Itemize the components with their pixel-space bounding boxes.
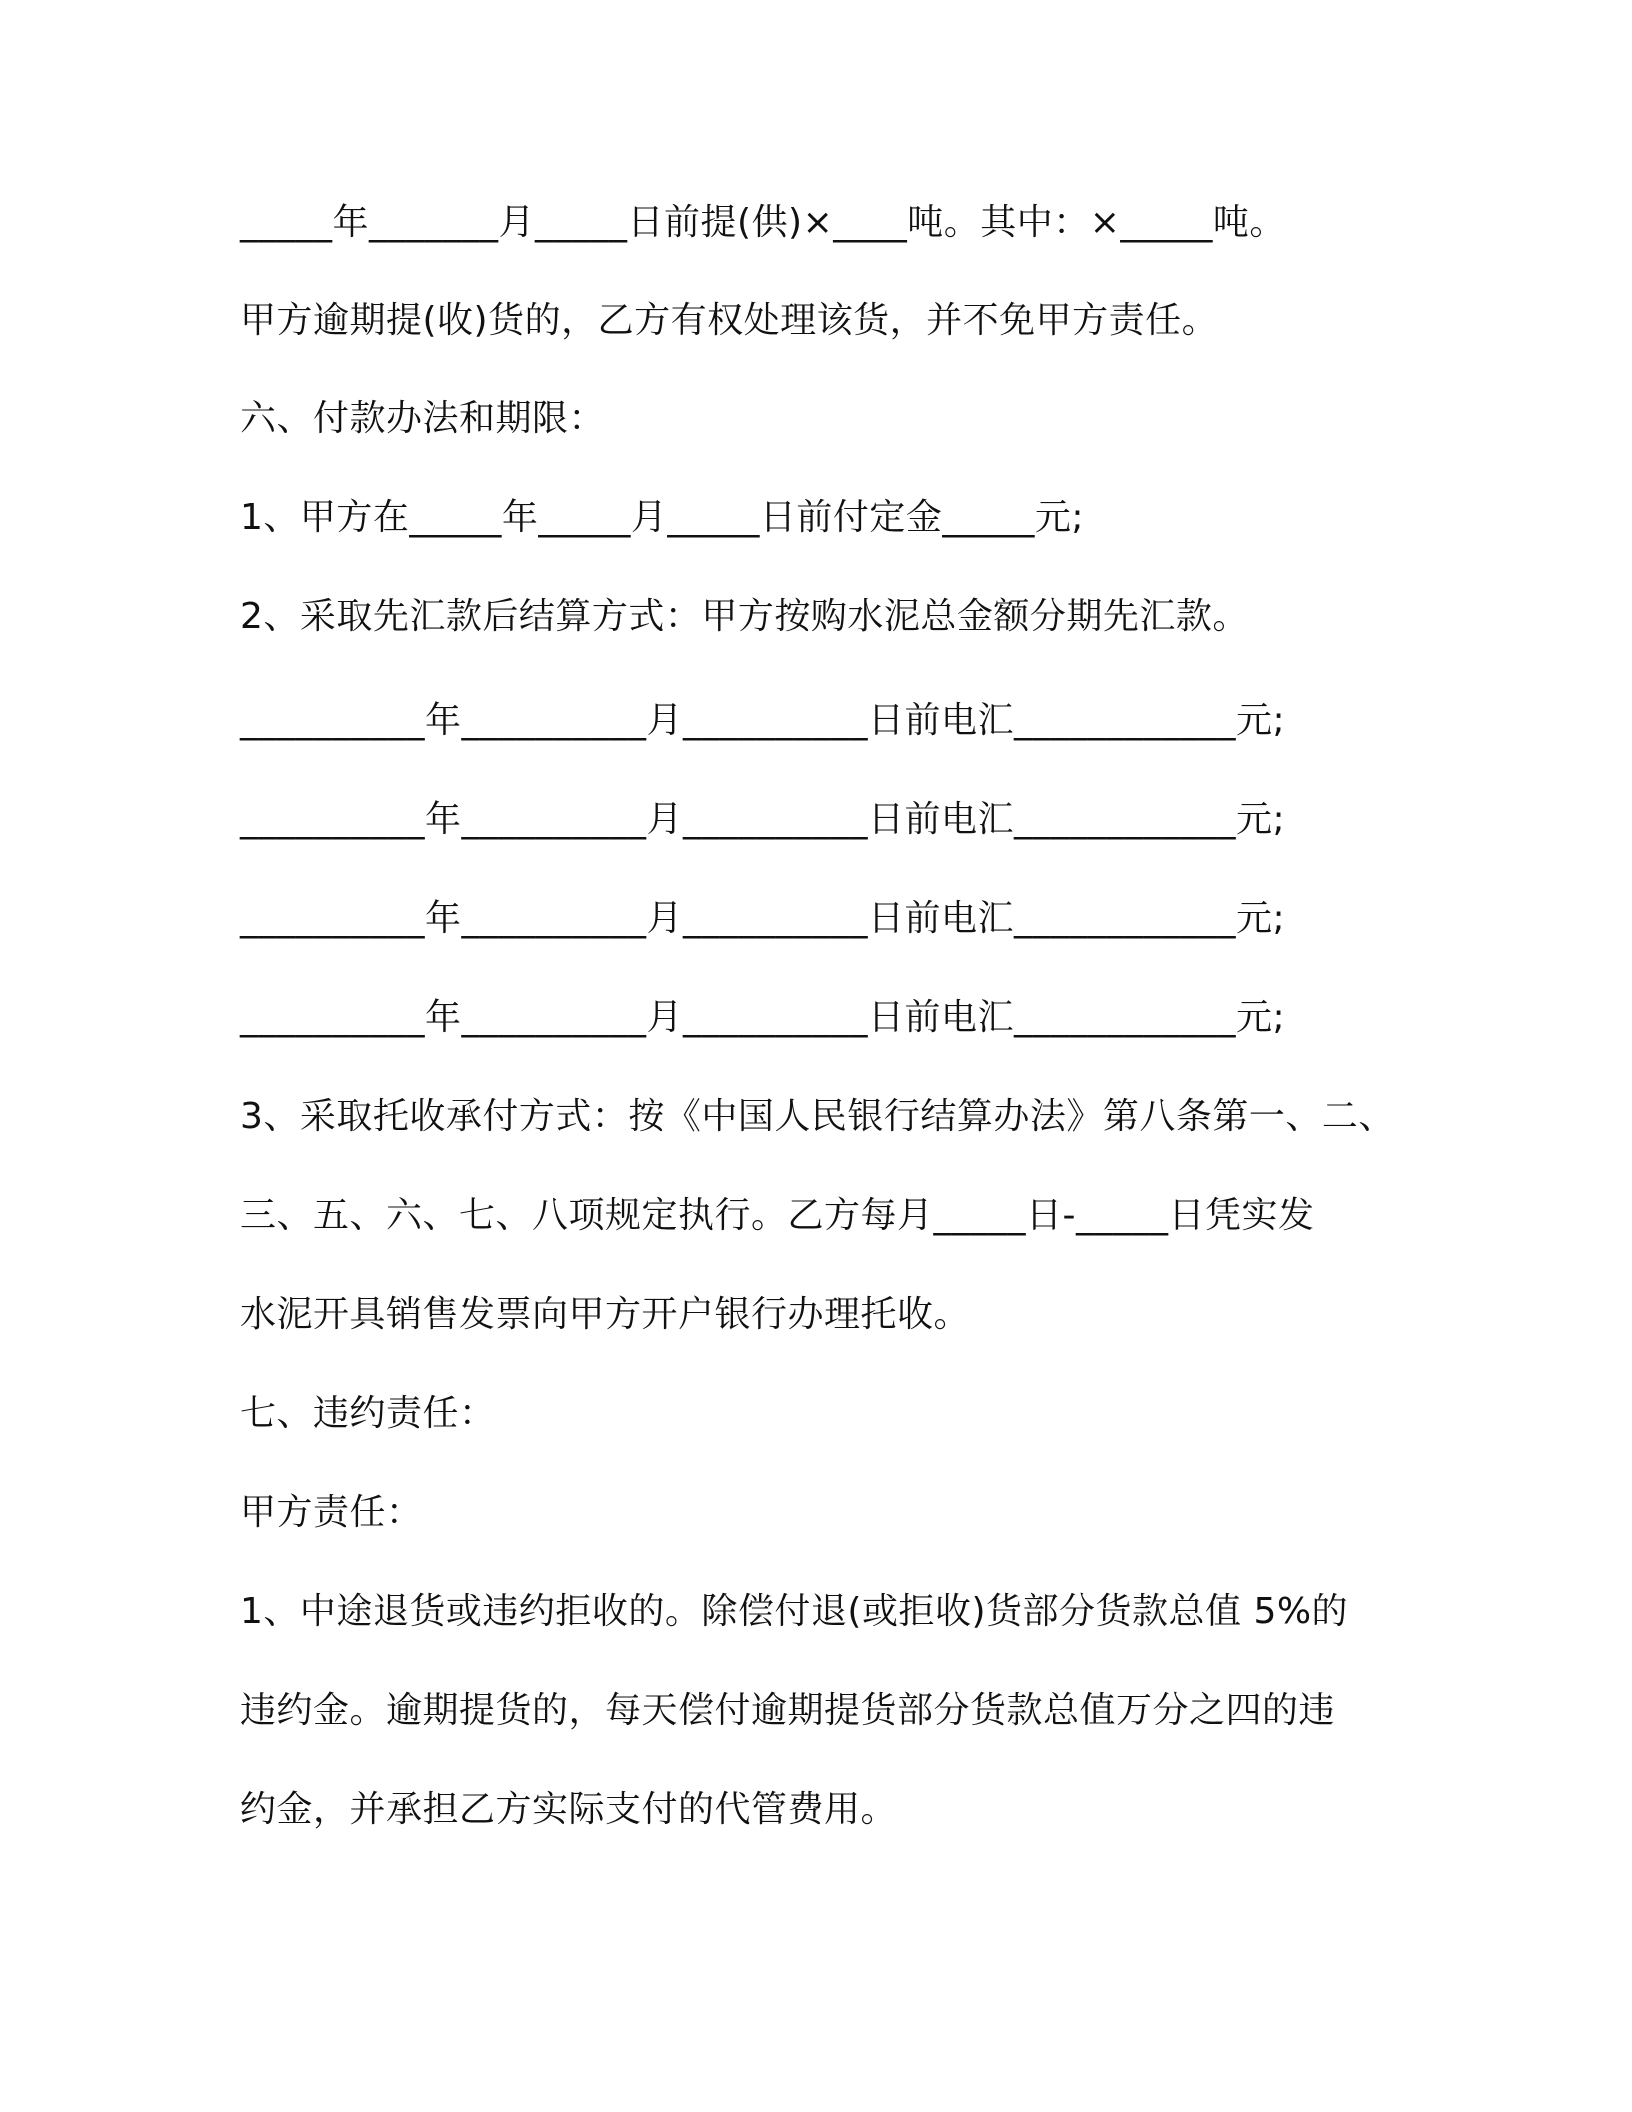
late-pickup-clause: 甲方逾期提(收)货的，乙方有权处理该货，并不免甲方责任。 bbox=[240, 300, 1219, 341]
party-a-responsibility-heading: 甲方责任： bbox=[240, 1492, 423, 1533]
delivery-schedule-line: _____年_______月_____日前提(供)×____吨。其中：×_____吨。 bbox=[240, 202, 1286, 243]
wire-transfer-line-3: __________年__________月__________日前电汇____________元; bbox=[240, 898, 1286, 939]
section-six-heading: 六、付款办法和期限： bbox=[240, 398, 606, 439]
wire-transfer-line-4: __________年__________月__________日前电汇____________元; bbox=[240, 997, 1286, 1038]
penalty-clause-line-3: 约金，并承担乙方实际支付的代管费用。 bbox=[240, 1789, 898, 1830]
collection-clause-line-3: 水泥开具销售发票向甲方开户银行办理托收。 bbox=[240, 1294, 971, 1335]
wire-transfer-line-1: __________年__________月__________日前电汇____________元; bbox=[240, 700, 1286, 741]
prepayment-clause: 2、采取先汇款后结算方式：甲方按购水泥总金额分期先汇款。 bbox=[240, 596, 1249, 637]
penalty-clause-line-1: 1、中途退货或违约拒收的。除偿付退(或拒收)货部分货款总值 5%的 bbox=[240, 1591, 1349, 1632]
section-seven-heading: 七、违约责任： bbox=[240, 1393, 496, 1434]
wire-transfer-line-2: __________年__________月__________日前电汇____________元; bbox=[240, 799, 1286, 840]
collection-clause-line-2: 三、五、六、七、八项规定执行。乙方每月_____日-_____日凭实发 bbox=[240, 1195, 1315, 1236]
penalty-clause-line-2: 违约金。逾期提货的，每天偿付逾期提货部分货款总值万分之四的违 bbox=[240, 1690, 1336, 1731]
deposit-clause: 1、甲方在_____年_____月_____日前付定金_____元; bbox=[240, 497, 1085, 538]
collection-clause-line-1: 3、采取托收承付方式：按《中国人民银行结算办法》第八条第一、二、 bbox=[240, 1096, 1395, 1137]
